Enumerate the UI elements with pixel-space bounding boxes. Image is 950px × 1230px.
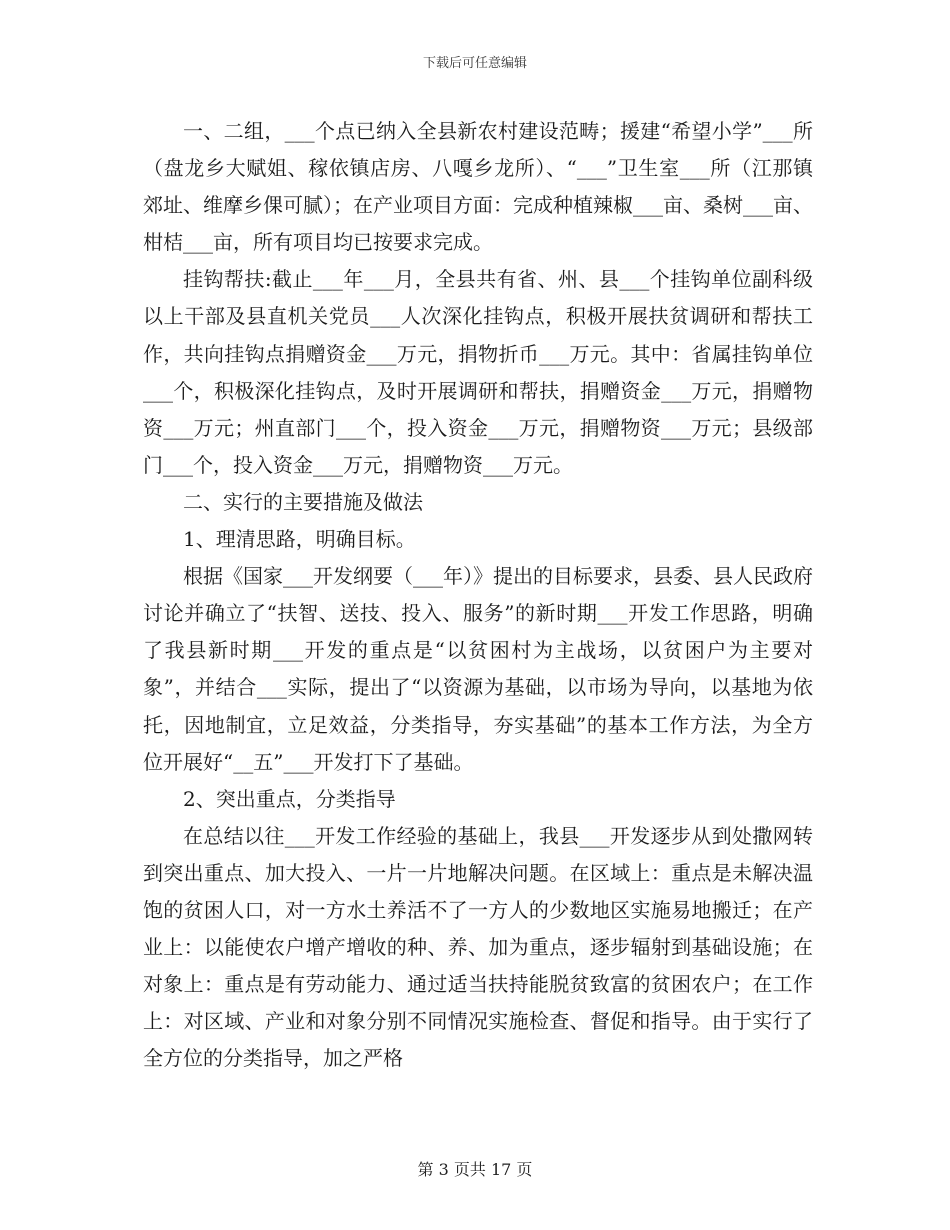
page-number-footer: 第 3 页共 17 页 (417, 1160, 533, 1179)
paragraph-key-points: 在总结以往___开发工作经验的基础上，我县___开发逐步从到处撒网转到突出重点、加大投入、一片一片地解决问题。在区域上：重点是未解决温饱的贫困人口，对一方水土养活不了一方人的少数地区实施易地搬迁；在产业上：以能使农户增产增收的种、养、加为重点，逐步辐射到基础设施；在对象上：重点是有劳动能力、通过适当扶持能脱贫致富的贫困农户；在工作上：对区域、产业和对象分别不同情况实施检查、督促和指导。由于实行了全方位的分类指导，加之严格 (143, 823, 813, 1071)
subheading-clarify-goals: 1、理清思路，明确目标。 (183, 527, 416, 552)
page-header-note: 下载后可任意编辑 (422, 56, 527, 71)
subheading-key-points: 2、突出重点，分类指导 (183, 786, 396, 811)
paragraph-pairing-support: 挂钩帮扶:截止___年___月，全县共有省、州、县___个挂钩单位副科级以上干部及县直机关党员___人次深化挂钩点，积极开展扶贫调研和帮扶工作，共向挂钩点捐赠资金___万元，捐物折币___万元。其中：省属挂钩单位___个，积极深化挂钩点，及时开展调研和帮扶，捐赠资金___万元，捐赠物资___万元；州直部门___个，投入资金___万元，捐赠物资___万元；县级部门___个，投入资金___万元，捐赠物资___万元。 (143, 267, 813, 477)
document-body (143, 113, 813, 1077)
paragraph-goals: 根据《国家___开发纲要（___年）》提出的目标要求，县委、县人民政府讨论并确立了“扶智、送技、投入、服务”的新时期___开发工作思路，明确了我县新时期___开发的重点是“以贫困村为主战场，以贫困户为主要对象”，并结合___实际，提出了“以资源为基础，以市场为导向，以基地为依托，因地制宜，立足效益，分类指导，夯实基础”的基本工作方法，为全方位开展好“__五”___开发打下了基础。 (143, 564, 813, 774)
section-heading-measures: 二、实行的主要措施及做法 (183, 489, 423, 514)
paragraph-first: 一、二组，___个点已纳入全县新农村建设范畴；援建“希望小学”___所（盘龙乡大赋姐、稼依镇店房、八嘎乡龙所）、“___”卫生室___所（江那镇郊址、维摩乡倮可腻）；在产业项目方面：完成种植辣椒___亩、桑树___亩、柑桔___亩，所有项目均已按要求完成。 (143, 119, 813, 255)
